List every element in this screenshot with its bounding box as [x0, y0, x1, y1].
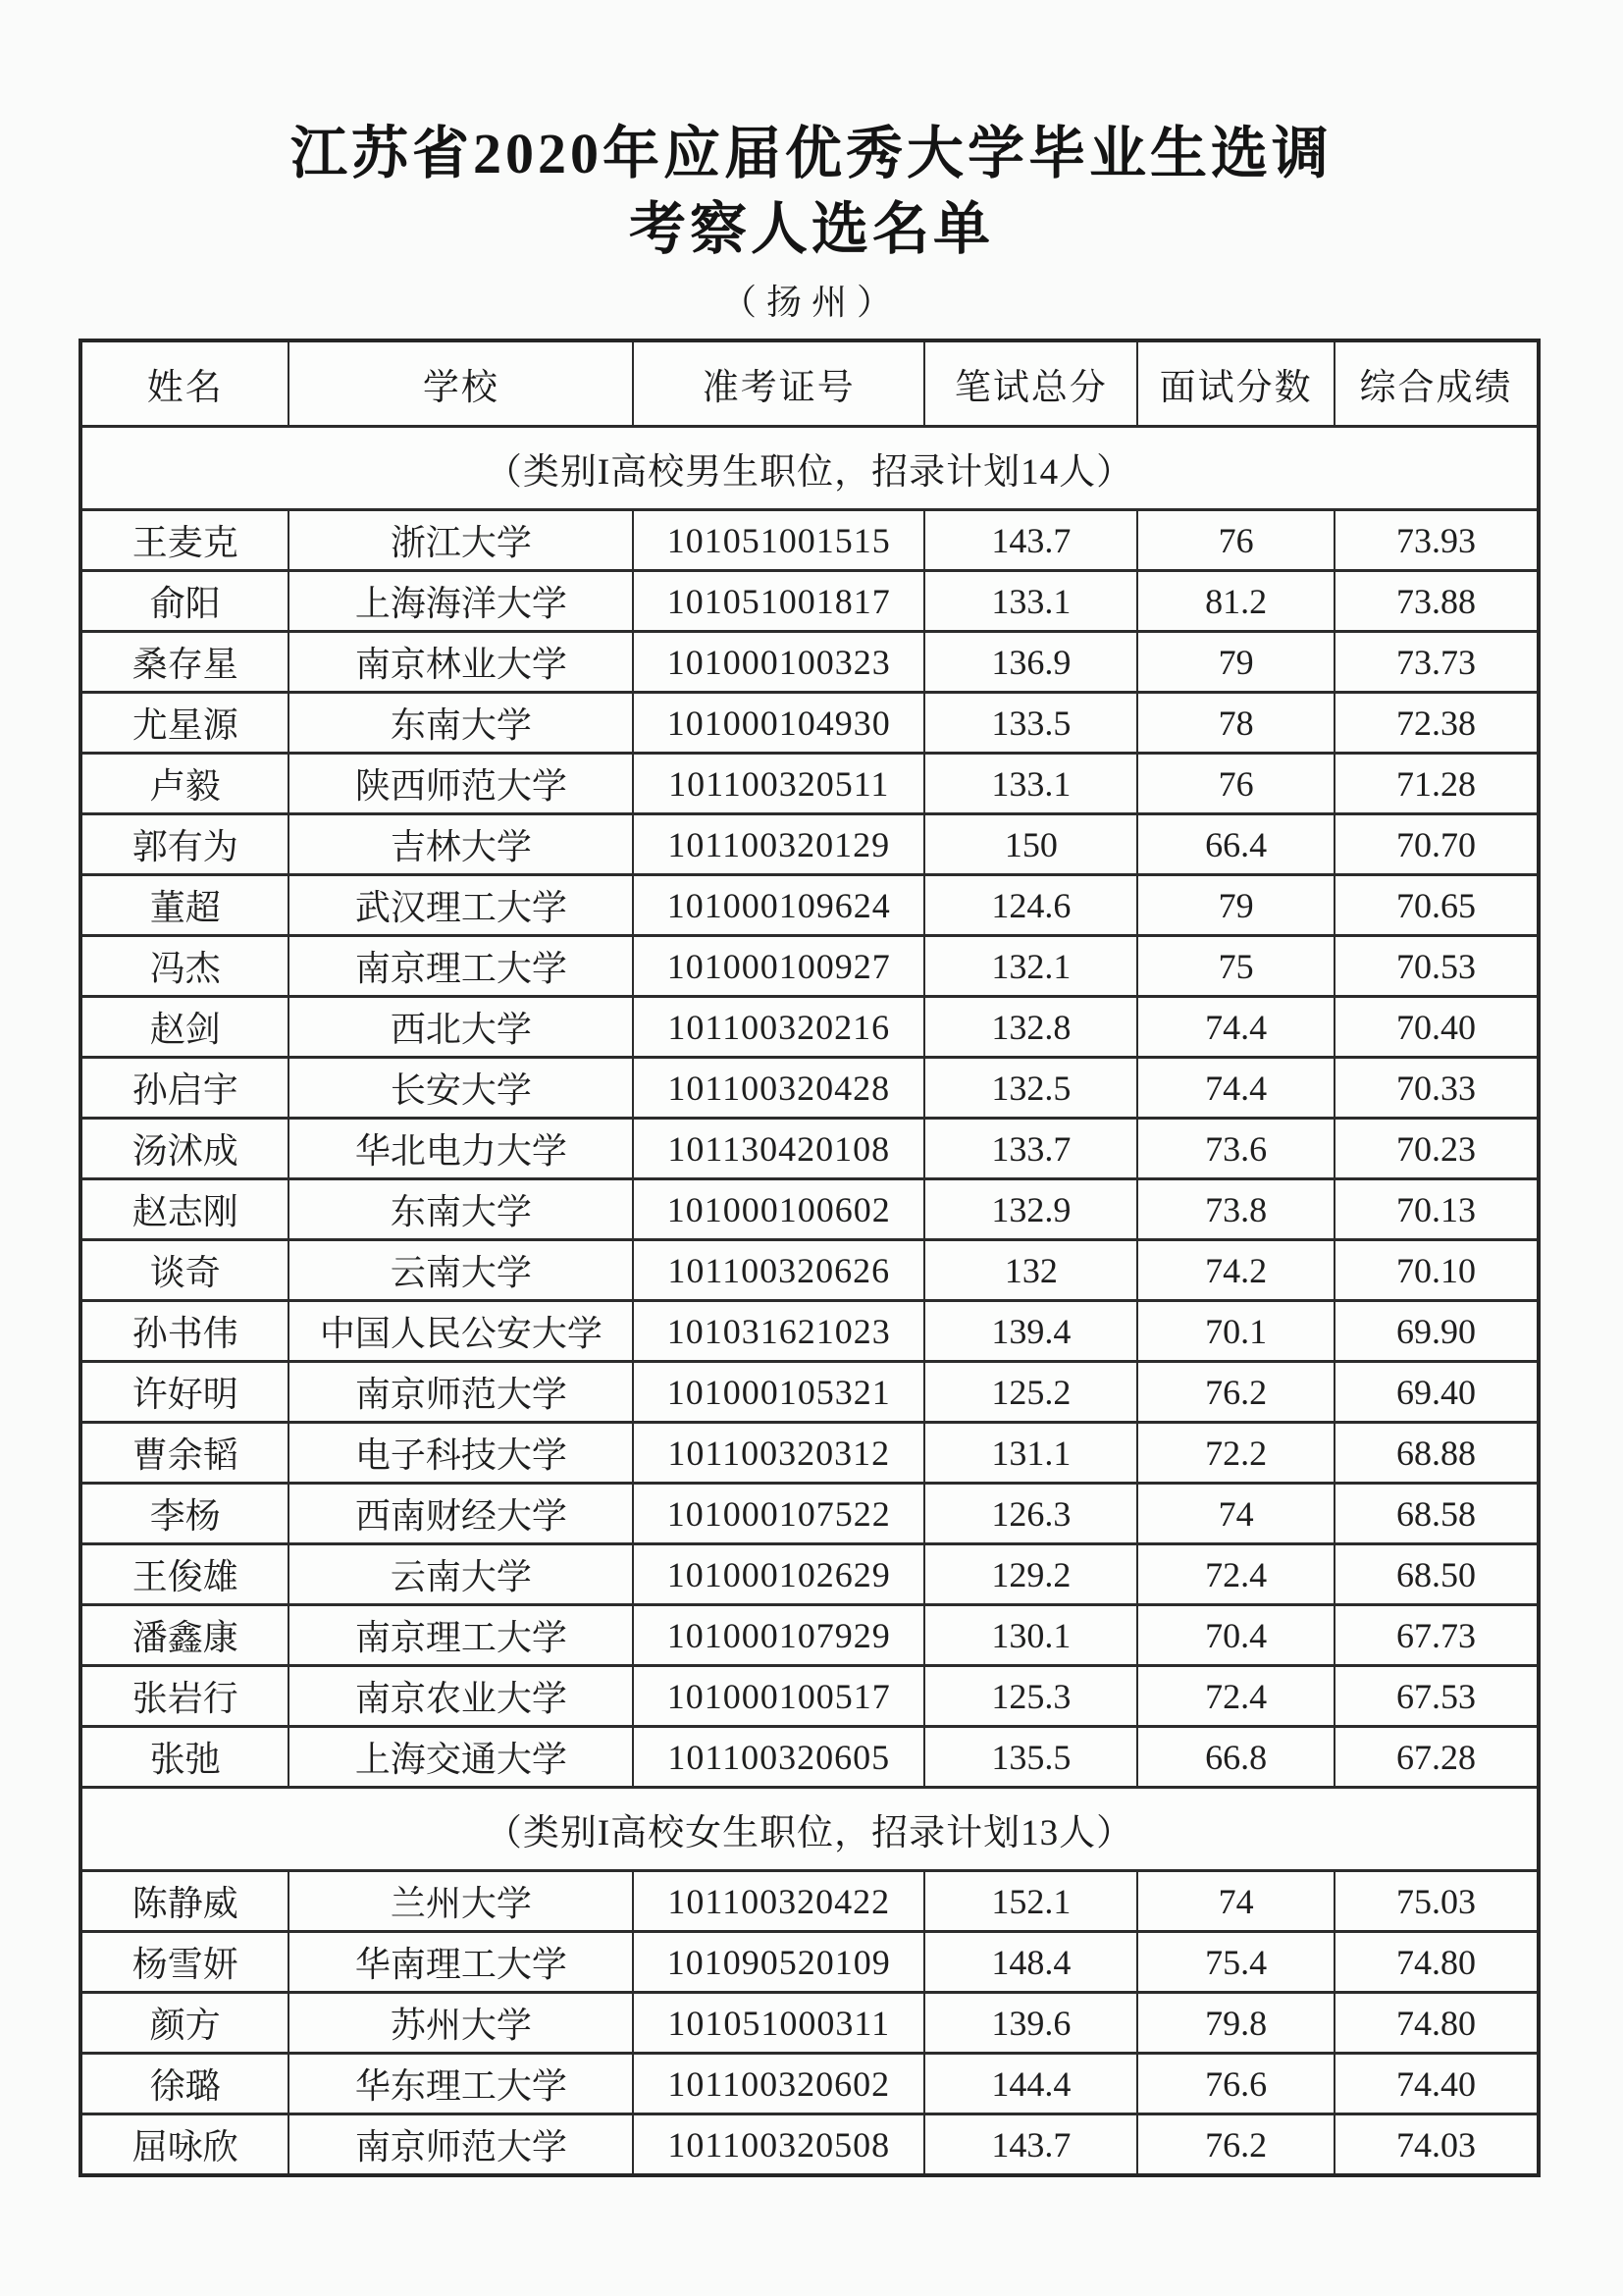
composite-score-cell: 68.50 [1335, 1544, 1539, 1605]
written-score-cell: 131.1 [924, 1423, 1137, 1484]
name-cell: 杨雪妍 [80, 1932, 288, 1993]
school-cell: 云南大学 [288, 1544, 633, 1605]
exam-number-cell: 101100320312 [633, 1423, 924, 1484]
interview-score-cell: 79 [1137, 632, 1335, 693]
written-score-cell: 126.3 [924, 1484, 1137, 1544]
composite-score-cell: 70.65 [1335, 875, 1539, 936]
name-cell: 赵志刚 [80, 1179, 288, 1240]
exam-number-column-header: 准考证号 [633, 340, 924, 427]
interview-score-cell: 76.2 [1137, 2114, 1335, 2176]
composite-score-cell: 67.53 [1335, 1666, 1539, 1727]
school-cell: 南京师范大学 [288, 1362, 633, 1423]
name-cell: 赵剑 [80, 997, 288, 1058]
name-cell: 孙启宇 [80, 1058, 288, 1119]
table-row [80, 1544, 1539, 1605]
written-score-cell: 133.5 [924, 693, 1137, 754]
interview-score-cell: 70.1 [1137, 1301, 1335, 1362]
section-label: （类别I高校男生职位，招录计划14人） [80, 427, 1539, 510]
table-row [80, 875, 1539, 936]
interview-score-cell: 76.2 [1137, 1362, 1335, 1423]
written-score-cell: 132.1 [924, 936, 1137, 997]
interview-score-cell: 66.8 [1137, 1727, 1335, 1788]
name-cell: 冯杰 [80, 936, 288, 997]
school-cell: 南京农业大学 [288, 1666, 633, 1727]
written-score-cell: 135.5 [924, 1727, 1137, 1788]
table-row [80, 1605, 1539, 1666]
exam-number-cell: 101000100927 [633, 936, 924, 997]
composite-score-cell: 69.40 [1335, 1362, 1539, 1423]
table-row [80, 1932, 1539, 1993]
written-score-cell: 133.1 [924, 754, 1137, 814]
exam-number-cell: 101090520109 [633, 1932, 924, 1993]
name-cell: 董超 [80, 875, 288, 936]
table-body [80, 427, 1539, 2176]
school-cell: 电子科技大学 [288, 1423, 633, 1484]
school-cell: 南京理工大学 [288, 1605, 633, 1666]
school-cell: 东南大学 [288, 693, 633, 754]
exam-number-cell: 101000109624 [633, 875, 924, 936]
table-row [80, 936, 1539, 997]
exam-number-cell: 101100320508 [633, 2114, 924, 2176]
table-row [80, 1666, 1539, 1727]
name-cell: 王麦克 [80, 510, 288, 571]
table-row [80, 2114, 1539, 2176]
school-cell: 华东理工大学 [288, 2054, 633, 2114]
table-row [80, 814, 1539, 875]
table-row [80, 693, 1539, 754]
table-row [80, 1727, 1539, 1788]
written-score-cell: 152.1 [924, 1871, 1137, 1932]
table-row [80, 1058, 1539, 1119]
name-cell: 张岩行 [80, 1666, 288, 1727]
composite-score-cell: 70.33 [1335, 1058, 1539, 1119]
interview-score-cell: 74.4 [1137, 997, 1335, 1058]
title-block [0, 0, 1623, 325]
written-score-cell: 133.1 [924, 571, 1137, 632]
composite-score-cell: 67.73 [1335, 1605, 1539, 1666]
interview-score-cell: 76.6 [1137, 2054, 1335, 2114]
composite-score-cell: 70.23 [1335, 1119, 1539, 1179]
written-score-cell: 132.9 [924, 1179, 1137, 1240]
composite-score-cell: 75.03 [1335, 1871, 1539, 1932]
table-head [80, 340, 1539, 427]
name-cell: 潘鑫康 [80, 1605, 288, 1666]
exam-number-cell: 101051000311 [633, 1993, 924, 2054]
section-label: （类别I高校女生职位，招录计划13人） [80, 1788, 1539, 1871]
interview-score-cell: 72.4 [1137, 1544, 1335, 1605]
exam-number-cell: 101100320216 [633, 997, 924, 1058]
exam-number-cell: 101100320605 [633, 1727, 924, 1788]
composite-score-cell: 67.28 [1335, 1727, 1539, 1788]
exam-number-cell: 101000104930 [633, 693, 924, 754]
table-row [80, 1423, 1539, 1484]
school-column-header: 学校 [288, 340, 633, 427]
composite-score-cell: 70.40 [1335, 997, 1539, 1058]
school-cell: 中国人民公安大学 [288, 1301, 633, 1362]
interview-score-cell: 79 [1137, 875, 1335, 936]
exam-number-cell: 101000105321 [633, 1362, 924, 1423]
page-subtitle: （扬州） [720, 283, 902, 323]
table-row [80, 1871, 1539, 1932]
school-cell: 兰州大学 [288, 1871, 633, 1932]
candidate-roster-table [79, 339, 1541, 2177]
composite-score-cell: 73.73 [1335, 632, 1539, 693]
school-cell: 南京林业大学 [288, 632, 633, 693]
exam-number-cell: 101000100602 [633, 1179, 924, 1240]
school-cell: 苏州大学 [288, 1993, 633, 2054]
interview-score-cell: 74.4 [1137, 1058, 1335, 1119]
name-cell: 俞阳 [80, 571, 288, 632]
page-title [0, 116, 1623, 267]
school-cell: 武汉理工大学 [288, 875, 633, 936]
written-score-cell: 144.4 [924, 2054, 1137, 2114]
interview-score-cell: 73.8 [1137, 1179, 1335, 1240]
school-cell: 上海海洋大学 [288, 571, 633, 632]
school-cell: 华北电力大学 [288, 1119, 633, 1179]
table-row [80, 510, 1539, 571]
name-cell: 郭有为 [80, 814, 288, 875]
exam-number-cell: 101000100323 [633, 632, 924, 693]
composite-score-cell: 68.88 [1335, 1423, 1539, 1484]
interview-score-cell: 76 [1137, 754, 1335, 814]
page-title-line2: 考察人选名单 [628, 197, 994, 262]
table-row [80, 632, 1539, 693]
school-cell: 陕西师范大学 [288, 754, 633, 814]
name-cell: 桑存星 [80, 632, 288, 693]
school-cell: 浙江大学 [288, 510, 633, 571]
interview-score-cell: 76 [1137, 510, 1335, 571]
written-score-cell: 125.2 [924, 1362, 1137, 1423]
written-score-cell: 139.4 [924, 1301, 1137, 1362]
composite-score-cell: 70.13 [1335, 1179, 1539, 1240]
exam-number-cell: 101000107929 [633, 1605, 924, 1666]
interview-score-cell: 75 [1137, 936, 1335, 997]
table-row [80, 2054, 1539, 2114]
table-row [80, 1119, 1539, 1179]
composite-score-cell: 74.80 [1335, 1993, 1539, 2054]
interview-score-cell: 74 [1137, 1871, 1335, 1932]
table-row [80, 1362, 1539, 1423]
written-score-cell: 136.9 [924, 632, 1137, 693]
school-cell: 上海交通大学 [288, 1727, 633, 1788]
name-cell: 卢毅 [80, 754, 288, 814]
exam-number-cell: 101000100517 [633, 1666, 924, 1727]
name-cell: 张弛 [80, 1727, 288, 1788]
table-row [80, 1240, 1539, 1301]
exam-number-cell: 101100320626 [633, 1240, 924, 1301]
table-header-row [80, 340, 1539, 427]
interview-score-cell: 79.8 [1137, 1993, 1335, 2054]
written-score-cell: 150 [924, 814, 1137, 875]
written-score-cell: 143.7 [924, 510, 1137, 571]
table-row [80, 1484, 1539, 1544]
composite-score-cell: 70.53 [1335, 936, 1539, 997]
composite-score-cell: 74.03 [1335, 2114, 1539, 2176]
name-cell: 屈咏欣 [80, 2114, 288, 2176]
school-cell: 西北大学 [288, 997, 633, 1058]
written-score-cell: 143.7 [924, 2114, 1137, 2176]
composite-score-cell: 74.40 [1335, 2054, 1539, 2114]
interview-score-cell: 66.4 [1137, 814, 1335, 875]
written-score-cell: 129.2 [924, 1544, 1137, 1605]
page-title-line1: 江苏省2020年应届优秀大学毕业生选调 [289, 122, 1333, 185]
exam-number-cell: 101100320129 [633, 814, 924, 875]
name-cell: 孙书伟 [80, 1301, 288, 1362]
interview-score-cell: 73.6 [1137, 1119, 1335, 1179]
name-cell: 颜方 [80, 1993, 288, 2054]
table-row [80, 571, 1539, 632]
school-cell: 云南大学 [288, 1240, 633, 1301]
interview-score-column-header: 面试分数 [1137, 340, 1335, 427]
school-cell: 西南财经大学 [288, 1484, 633, 1544]
school-cell: 长安大学 [288, 1058, 633, 1119]
composite-score-cell: 73.93 [1335, 510, 1539, 571]
school-cell: 东南大学 [288, 1179, 633, 1240]
written-score-cell: 132 [924, 1240, 1137, 1301]
name-cell: 李杨 [80, 1484, 288, 1544]
written-score-cell: 132.8 [924, 997, 1137, 1058]
exam-number-cell: 101000102629 [633, 1544, 924, 1605]
composite-score-cell: 73.88 [1335, 571, 1539, 632]
table-row [80, 1301, 1539, 1362]
written-score-cell: 130.1 [924, 1605, 1137, 1666]
table-row [80, 997, 1539, 1058]
exam-number-cell: 101100320602 [633, 2054, 924, 2114]
school-cell: 华南理工大学 [288, 1932, 633, 1993]
name-cell: 尤星源 [80, 693, 288, 754]
name-cell: 徐璐 [80, 2054, 288, 2114]
table-row [80, 754, 1539, 814]
written-score-cell: 124.6 [924, 875, 1137, 936]
table-row [80, 1993, 1539, 2054]
section-row [80, 1788, 1539, 1871]
exam-number-cell: 101000107522 [633, 1484, 924, 1544]
name-cell: 王俊雄 [80, 1544, 288, 1605]
name-cell: 谈奇 [80, 1240, 288, 1301]
section-row [80, 427, 1539, 510]
composite-score-cell: 70.70 [1335, 814, 1539, 875]
name-cell: 汤沭成 [80, 1119, 288, 1179]
name-cell: 陈静威 [80, 1871, 288, 1932]
exam-number-cell: 101031621023 [633, 1301, 924, 1362]
composite-score-cell: 70.10 [1335, 1240, 1539, 1301]
exam-number-cell: 101100320511 [633, 754, 924, 814]
written-score-cell: 132.5 [924, 1058, 1137, 1119]
exam-number-cell: 101051001515 [633, 510, 924, 571]
interview-score-cell: 74.2 [1137, 1240, 1335, 1301]
name-cell: 曹余韬 [80, 1423, 288, 1484]
exam-number-cell: 101130420108 [633, 1119, 924, 1179]
school-cell: 南京师范大学 [288, 2114, 633, 2176]
interview-score-cell: 70.4 [1137, 1605, 1335, 1666]
composite-score-cell: 71.28 [1335, 754, 1539, 814]
composite-score-column-header: 综合成绩 [1335, 340, 1539, 427]
composite-score-cell: 72.38 [1335, 693, 1539, 754]
exam-number-cell: 101100320422 [633, 1871, 924, 1932]
exam-number-cell: 101051001817 [633, 571, 924, 632]
written-score-cell: 133.7 [924, 1119, 1137, 1179]
composite-score-cell: 68.58 [1335, 1484, 1539, 1544]
interview-score-cell: 72.4 [1137, 1666, 1335, 1727]
interview-score-cell: 81.2 [1137, 571, 1335, 632]
written-score-cell: 139.6 [924, 1993, 1137, 2054]
name-column-header: 姓名 [80, 340, 288, 427]
composite-score-cell: 74.80 [1335, 1932, 1539, 1993]
exam-number-cell: 101100320428 [633, 1058, 924, 1119]
name-cell: 许好明 [80, 1362, 288, 1423]
interview-score-cell: 75.4 [1137, 1932, 1335, 1993]
school-cell: 南京理工大学 [288, 936, 633, 997]
interview-score-cell: 78 [1137, 693, 1335, 754]
interview-score-cell: 74 [1137, 1484, 1335, 1544]
school-cell: 吉林大学 [288, 814, 633, 875]
written-score-cell: 148.4 [924, 1932, 1137, 1993]
composite-score-cell: 69.90 [1335, 1301, 1539, 1362]
written-score-cell: 125.3 [924, 1666, 1137, 1727]
interview-score-cell: 72.2 [1137, 1423, 1335, 1484]
written-score-column-header: 笔试总分 [924, 340, 1137, 427]
table-row [80, 1179, 1539, 1240]
